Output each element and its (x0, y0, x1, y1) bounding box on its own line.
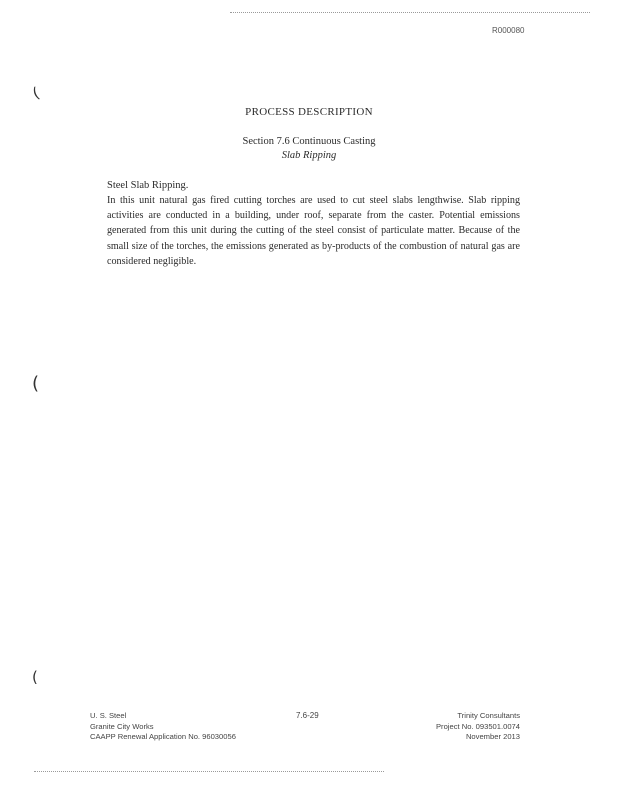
document-id: R000080 (492, 26, 525, 35)
body-paragraph: In this unit natural gas fired cutting torches are used to cut steel slabs lengthwise. Slab ripping activities are conducted in a building, under roof, separate from the caster. Potential emissions generated from this unit during the cutting of the steel consist of particulate matter. Because of the small size of the torches, the emissions generated as by-products of the combustion of natural gas are considered negligible. (107, 195, 520, 267)
footer-date: November 2013 (465, 732, 520, 741)
page-title: PROCESS DESCRIPTION (245, 106, 373, 118)
binder-mark-middle: ( (32, 373, 40, 394)
footer-company: U. S. Steel (90, 711, 127, 720)
footer-facility: Granite City Works (90, 721, 154, 731)
section-title: Section 7.6 Continuous Casting (242, 136, 376, 147)
scan-artifact-bottom (34, 771, 384, 772)
footer-right (400, 711, 520, 743)
binder-mark-top: ( (30, 83, 42, 103)
footer-consultant: Trinity Consultants (457, 711, 520, 720)
scan-artifact-top (230, 12, 590, 13)
footer-application: CAAPP Renewal Application No. 96030056 (90, 732, 236, 741)
subsection-title: Slab Ripping (281, 150, 337, 161)
paragraph-heading: Steel Slab Ripping. (107, 180, 189, 191)
footer-project-number: Project No. 093501.0074 (435, 721, 520, 731)
footer-left (90, 711, 236, 743)
page-number: 7.6-29 (296, 711, 319, 720)
binder-mark-bottom: ( (32, 668, 38, 686)
